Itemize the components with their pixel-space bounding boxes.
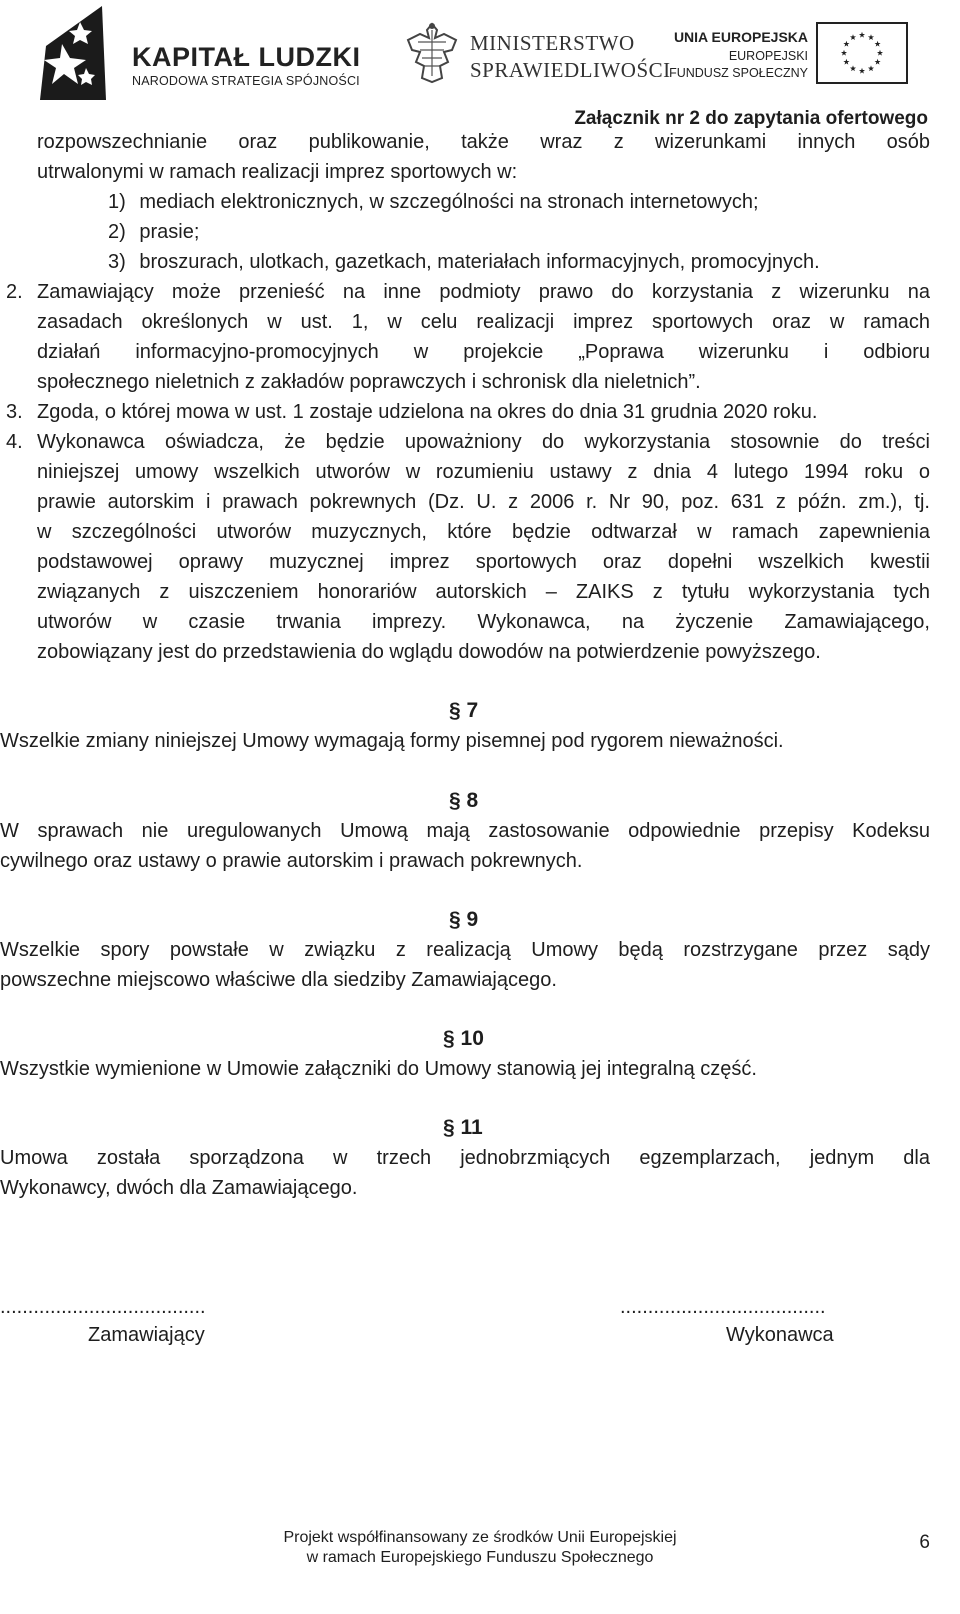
- point-2-line-4: społecznego nieletnich z zakładów poprawczych i schronisk dla nieletnich”.: [37, 371, 701, 393]
- signature-line-left: .....................................: [0, 1296, 206, 1318]
- point-4-line-1: Wykonawca oświadcza, że będzie upoważniony do wykorzystania stosownie do treści: [37, 431, 930, 453]
- section-10-line-1: Wszystkie wymienione w Umowie załączniki do Umowy stanowią jej integralną część.: [0, 1058, 757, 1080]
- intro-line-1: rozpowszechnianie oraz publikowanie, także wraz z wizerunkami innych osób: [37, 131, 930, 153]
- ministry-logo: [404, 20, 671, 90]
- eagle-emblem-icon: [404, 20, 460, 86]
- list-item-text: mediach elektronicznych, w szczególności na stronach internetowych;: [139, 191, 759, 213]
- ministry-name-line1: MINISTERSTWO: [470, 31, 635, 55]
- kapital-ludzki-logo: [40, 6, 360, 100]
- section-heading: § 11: [443, 1116, 483, 1139]
- eu-star-icon: [850, 34, 856, 40]
- point-4-line-6: związanych z uiszczeniem honorariów autorskich – ZAIKS z tytułu wykorzystania tych: [37, 581, 930, 603]
- point-4-line-8: zobowiązany jest do przedstawienia do wglądu dowodów na potwierdzenie powyższego.: [37, 641, 821, 663]
- point-4-line-2: niniejszej umowy wszelkich utworów w rozumieniu ustawy z dnia 4 lutego 1994 roku o: [37, 461, 930, 483]
- kapital-ludzki-title: KAPITAŁ LUDZKI: [132, 42, 361, 72]
- eu-star-icon: [868, 65, 874, 71]
- footer-line-2: w ramach Europejskiego Funduszu Społecznego: [306, 1549, 654, 1566]
- eu-star-icon: [859, 68, 865, 74]
- point-number: 3.: [6, 401, 23, 423]
- point-4-line-5: podstawowej oprawy muzycznej imprez sportowych oraz dopełni wszelkich kwestii: [37, 551, 930, 573]
- point-4-line-7: utworów w czasie trwania imprezy. Wykonawca, na życzenie Zamawiającego,: [37, 611, 930, 633]
- list-item-text: prasie;: [139, 221, 200, 243]
- section-heading: § 10: [443, 1027, 484, 1050]
- section-heading: § 8: [449, 789, 479, 812]
- list-item-number: 3): [108, 251, 126, 273]
- section-11-line-1: Umowa została sporządzona w trzech jednobrzmiących egzemplarzach, jednym dla: [0, 1147, 930, 1169]
- signature-line-right: .....................................: [620, 1296, 826, 1318]
- point-4-line-3: prawie autorskim i prawach pokrewnych (Dz. U. z 2006 r. Nr 90, poz. 631 z późn. zm.), tj.: [37, 491, 930, 513]
- eu-fund-line2: FUNDUSZ SPOŁECZNY: [669, 66, 808, 80]
- list-item-number: 1): [108, 191, 126, 213]
- point-2-line-3: działań informacyjno-promocyjnych w projekcie „Poprawa wizerunku i odbioru: [37, 341, 930, 363]
- eu-star-icon: [843, 59, 849, 65]
- page-number: 6: [919, 1532, 930, 1553]
- eu-star-icon: [841, 50, 847, 56]
- section-8-line-1: W sprawach nie uregulowanych Umową mają zastosowanie odpowiednie przepisy Kodeksu: [0, 820, 930, 842]
- section-7-line-1: Wszelkie zmiany niniejszej Umowy wymagają formy pisemnej pod rygorem nieważności.: [0, 730, 784, 752]
- ministry-name-line2: SPRAWIEDLIWOŚCI: [470, 58, 671, 82]
- list-item: [108, 217, 199, 247]
- section-heading: § 9: [449, 908, 479, 931]
- eu-star-icon: [877, 50, 883, 56]
- eu-star-icon: [850, 65, 856, 71]
- eu-star-icon: [875, 59, 881, 65]
- section-11-line-2: Wykonawcy, dwóch dla Zamawiającego.: [0, 1177, 358, 1199]
- eu-star-icon: [859, 32, 865, 38]
- point-2-line-2: zasadach określonych w ust. 1, w celu realizacji imprez sportowych oraz w ramach: [37, 311, 930, 333]
- document-header: [0, 0, 960, 105]
- list-item: [108, 187, 759, 217]
- point-3-line-1: Zgoda, o której mowa w ust. 1 zostaje udzielona na okres do dnia 31 grudnia 2020 roku.: [37, 401, 818, 423]
- point-4-line-4: w szczególności utworów muzycznych, które będzie odtwarzał w ramach zapewnienia: [37, 521, 930, 543]
- point-number: 2.: [6, 281, 23, 303]
- point-2-line-1: Zamawiający może przenieść na inne podmioty prawo do korzystania z wizerunku na: [37, 281, 930, 303]
- eu-fund-line1: EUROPEJSKI: [728, 49, 808, 63]
- section-8-line-2: cywilnego oraz ustawy o prawie autorskim i prawach pokrewnych.: [0, 850, 583, 872]
- list-item-text: broszurach, ulotkach, gazetkach, materiałach informacyjnych, promocyjnych.: [139, 251, 820, 273]
- list-item-number: 2): [108, 221, 126, 243]
- footer-line-1: Projekt współfinansowany ze środków Unii Europejskiej: [283, 1529, 677, 1546]
- eu-star-icon: [843, 41, 849, 47]
- eu-logo: [669, 22, 936, 88]
- annex-label: Załącznik nr 2 do zapytania ofertowego: [574, 108, 928, 129]
- eu-flag-icon: [816, 22, 908, 84]
- kapital-ludzki-subtitle: NARODOWA STRATEGIA SPÓJNOŚCI: [132, 74, 360, 88]
- eu-star-icon: [875, 41, 881, 47]
- eu-star-icon: [868, 34, 874, 40]
- section-9-line-2: powszechne miejscowo właściwe dla siedziby Zamawiającego.: [0, 969, 557, 991]
- section-heading: § 7: [449, 699, 479, 722]
- section-9-line-1: Wszelkie spory powstałe w związku z realizacją Umowy będą rozstrzygane przez sądy: [0, 939, 930, 961]
- kapital-ludzki-mark-icon: [40, 6, 112, 100]
- eu-name: UNIA EUROPEJSKA: [673, 29, 808, 45]
- signature-label-client: Zamawiający: [88, 1324, 205, 1346]
- signature-label-contractor: Wykonawca: [726, 1324, 834, 1346]
- intro-line-2: utrwalonymi w ramach realizacji imprez sportowych w:: [37, 161, 518, 183]
- point-number: 4.: [6, 431, 23, 453]
- list-item: [108, 247, 820, 277]
